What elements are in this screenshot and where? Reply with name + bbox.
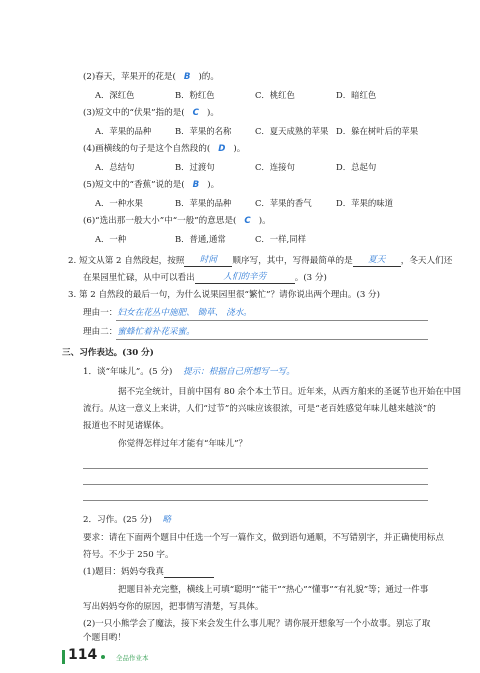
talk-question: 你觉得怎样过年才能有“年味儿”？: [118, 439, 248, 449]
paragraph-line: 据不完全统计，目前中国有 80 余个本土节日。近年来，从西方舶来的圣诞节也开始在中国: [118, 387, 461, 397]
requirement-line: 要求：请在下面两个题目中任选一个写一篇作文，做到语句通顺，不写错别字，并正确使用标点: [83, 533, 444, 543]
blank-answer: 夏天: [353, 254, 401, 267]
topic-one-desc: 把题目补充完整，横线上可填“聪明”“能干”“热心”“懂事”“有礼貌”等；通过一件事: [118, 585, 429, 595]
book-label: 全品作业本: [116, 654, 149, 662]
answer-mark: B: [192, 180, 200, 190]
option: C．一样,同样: [255, 234, 306, 244]
option: A．总结句: [95, 162, 135, 172]
question-2-stem: (2)春天，苹果开的花是( B )的。: [83, 72, 219, 82]
blank-answer: 时间: [184, 254, 232, 267]
option: D．总起句: [336, 162, 377, 172]
page-dot: [101, 655, 105, 659]
reason-one-answer: 妇女在花丛中施肥、 锄草、 浇水。: [117, 308, 252, 318]
answer-mark: C: [192, 108, 199, 118]
omit-mark: 略: [162, 515, 172, 525]
topic-two: (2)一只小熊学会了魔法，接下来会发生什么事儿呢？请你展开想象写一个小故事。别忘了取: [83, 619, 431, 629]
option: A．一种: [95, 234, 127, 244]
reason-two: 理由二：蜜蜂忙着补花采蜜。: [83, 327, 195, 337]
option: C．夏天成熟的苹果: [255, 126, 329, 136]
question-two-line1: 2. 短文从第 2 自然段起，按照 时间 顺序写，其中，写得最简单的是 夏天 ，冬天人们还: [68, 255, 453, 266]
reason-two-answer: 蜜蜂忙着补花采蜜。: [117, 327, 195, 337]
question-6-stem: (6)“选出那一般大小”中“一般”的意思是( C )。: [83, 216, 271, 226]
page-accent-bar: [62, 650, 65, 664]
section-title: 三、习作表达。(30 分): [62, 348, 154, 358]
option: A．苹果的品种: [95, 126, 152, 136]
blank-answer: 人们的辛劳: [195, 271, 295, 284]
talk-title: 1．谈“年味儿”。(5 分) 提示：根据自己所想写一写。: [83, 367, 295, 377]
option: A．一种水果: [95, 198, 143, 208]
option: C．苹果的香气: [255, 198, 312, 208]
option: C．连接句: [255, 162, 295, 172]
option: D．躲在树叶后的苹果: [336, 126, 419, 136]
writing-line: [83, 484, 428, 485]
paragraph-line: 流行。从这一意义上来讲，人们“过节”的兴味应该很浓，可是“老百姓感觉年味儿越来越淡”的: [83, 404, 436, 414]
option: B．苹果的名称: [175, 126, 232, 136]
question-three-stem: 3. 第 2 自然段的最后一句，为什么说果园里很“繁忙”？请你说出两个理由。(3 分): [68, 290, 380, 300]
requirement-line: 符号。不少于 250 字。: [83, 550, 174, 560]
option: C．桃红色: [255, 90, 295, 100]
question-two-line2: 在果园里忙碌，从中可以看出 人们的辛劳 。(3 分): [83, 272, 327, 283]
answer-mark: B: [183, 72, 191, 82]
answer-rule: [116, 339, 428, 340]
option: D．暗红色: [336, 90, 377, 100]
reason-one: 理由一：妇女在花丛中施肥、 锄草、 浇水。: [83, 308, 252, 318]
option: D．苹果的味道: [336, 198, 393, 208]
writing-line: [83, 468, 428, 469]
topic-one-desc: 写出妈妈夸你的原因，把事情写清楚，写具体。: [83, 602, 264, 612]
answer-rule: [116, 320, 428, 321]
question-4-stem: (4)画横线的句子是这个自然段的( D )。: [83, 144, 246, 154]
answer-mark: C: [244, 216, 251, 226]
answer-mark: D: [218, 144, 226, 154]
writing-line: [83, 500, 428, 501]
compose-title: 2．习作。(25 分) 略: [83, 515, 172, 525]
paragraph-line: 报道也不时见诸媒体。: [83, 421, 169, 431]
option: B．苹果的品种: [175, 198, 232, 208]
option: A．深红色: [95, 90, 135, 100]
blank-line: [164, 567, 214, 578]
page-number: 114: [68, 647, 98, 663]
question-3-stem: (3)短文中的“伏果”指的是( C )。: [83, 108, 219, 118]
option: B．粉红色: [175, 90, 215, 100]
question-5-stem: (5)短文中的“香蕉”说的是( B )。: [83, 180, 220, 190]
topic-one: (1)题目：妈妈夸我真: [83, 566, 214, 578]
option: B．普通,通常: [175, 234, 226, 244]
topic-two: 个题目哟！: [83, 633, 126, 643]
hint-text: 提示：根据自己所想写一写。: [183, 367, 295, 377]
option: B．过渡句: [175, 162, 215, 172]
